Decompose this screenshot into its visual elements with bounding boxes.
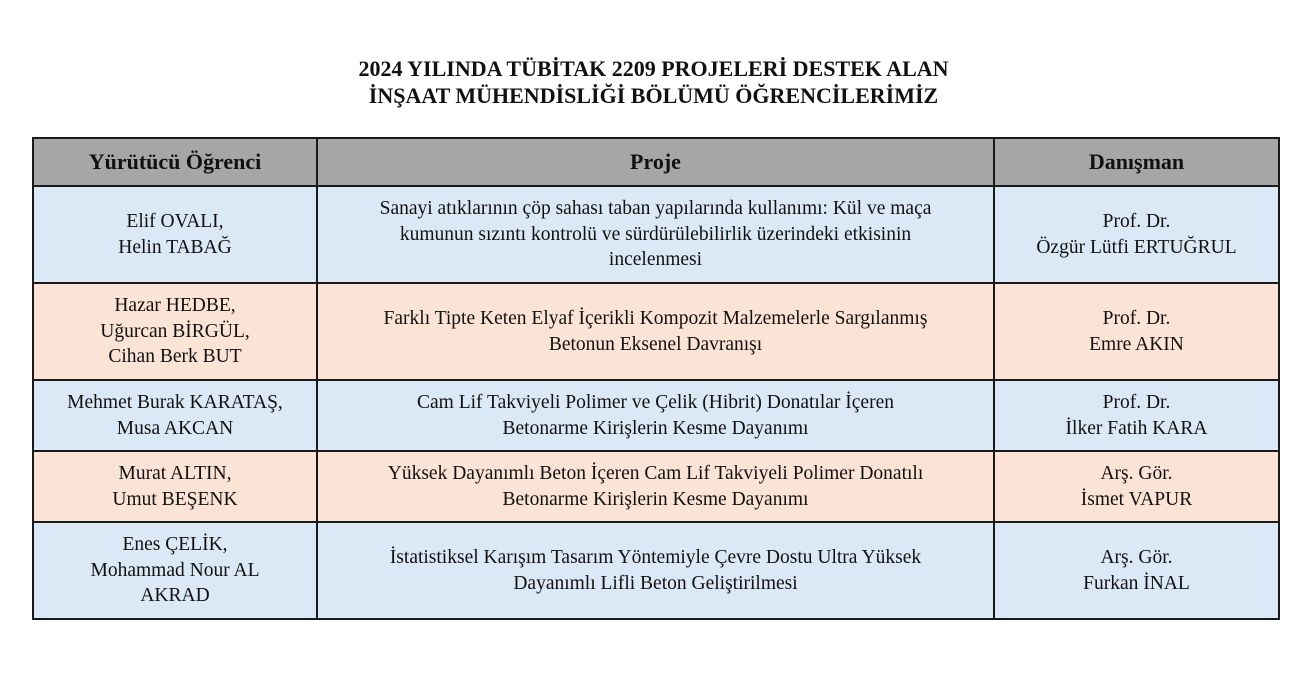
project-cell [317, 283, 994, 380]
student-name: Elif OVALI, [126, 211, 224, 232]
title-line-1: 2024 YILINDA TÜBİTAK 2209 PROJELERİ DESTEK ALAN [358, 56, 949, 81]
project-text: Yüksek Dayanımlı Beton İçeren Cam Lif Takviyeli Polimer Donatılı [387, 463, 924, 484]
student-name: Cihan Berk BUT [108, 346, 242, 368]
table-row [33, 380, 1279, 451]
student-name: Enes ÇELİK, [122, 534, 228, 556]
student-cell [33, 283, 317, 380]
project-text: İstatistiksel Karışım Tasarım Yöntemiyle Çevre Dostu Ultra Yüksek [389, 547, 922, 568]
advisor-title: Prof. Dr. [1102, 392, 1171, 413]
student-name: Helin TABAĞ [118, 236, 232, 258]
advisor-cell [994, 283, 1279, 380]
project-cell [317, 451, 994, 522]
advisor-title: Prof. Dr. [1102, 308, 1171, 329]
advisor-name: Emre AKIN [1089, 333, 1184, 355]
advisor-title: Arş. Gör. [1100, 547, 1173, 568]
table-row [33, 451, 1279, 522]
project-cell [317, 186, 994, 283]
advisor-cell [994, 380, 1279, 451]
project-text: Cam Lif Takviyeli Polimer ve Çelik (Hibrit) Donatılar İçeren [417, 392, 894, 413]
advisor-cell [994, 522, 1279, 619]
header-student: Yürütücü Öğrenci [33, 138, 317, 186]
project-text: Betonun Eksenel Davranışı [548, 333, 763, 355]
student-name: Umut BEŞENK [112, 488, 238, 510]
table-row [33, 283, 1279, 380]
student-name: Musa AKCAN [116, 417, 234, 439]
project-text: kumunun sızıntı kontrolü ve sürdürülebilirlik üzerindeki etkisinin [399, 223, 912, 245]
advisor-name: İsmet VAPUR [1080, 488, 1193, 510]
student-name: Mohammad Nour AL [90, 559, 260, 581]
table-row [33, 522, 1279, 619]
title-line-2: İNŞAAT MÜHENDİSLİĞİ BÖLÜMÜ ÖĞRENCİLERİMİZ [368, 83, 939, 108]
page-title [0, 55, 1307, 109]
student-name: Hazar HEDBE, [114, 295, 236, 317]
advisor-cell [994, 451, 1279, 522]
project-text: incelenmesi [608, 249, 703, 271]
advisor-name: Furkan İNAL [1083, 572, 1190, 594]
advisor-title: Arş. Gör. [1100, 463, 1173, 484]
header-project: Proje [317, 138, 994, 186]
projects-table [32, 137, 1280, 620]
project-cell [317, 522, 994, 619]
student-cell [33, 380, 317, 451]
project-text: Betonarme Kirişlerin Kesme Dayanımı [502, 417, 809, 439]
student-name: Murat ALTIN, [118, 463, 232, 484]
project-text: Farklı Tipte Keten Elyaf İçerikli Kompozit Malzemelerle Sargılanmış [383, 308, 928, 329]
student-cell [33, 451, 317, 522]
header-advisor: Danışman [994, 138, 1279, 186]
table-row [33, 186, 1279, 283]
project-text: Betonarme Kirişlerin Kesme Dayanımı [502, 488, 809, 510]
student-name: AKRAD [140, 585, 210, 607]
student-name: Uğurcan BİRGÜL, [100, 320, 250, 342]
advisor-name: İlker Fatih KARA [1065, 417, 1208, 439]
project-cell [317, 380, 994, 451]
project-text: Sanayi atıklarının çöp sahası taban yapılarında kullanımı: Kül ve maça [379, 198, 932, 220]
student-name: Mehmet Burak KARATAŞ, [67, 392, 283, 413]
advisor-title: Prof. Dr. [1102, 211, 1171, 232]
advisor-cell [994, 186, 1279, 283]
project-text: Dayanımlı Lifli Beton Geliştirilmesi [513, 572, 798, 594]
student-cell [33, 522, 317, 619]
table-header-row [33, 138, 1279, 186]
advisor-name: Özgür Lütfi ERTUĞRUL [1036, 236, 1237, 258]
student-cell [33, 186, 317, 283]
